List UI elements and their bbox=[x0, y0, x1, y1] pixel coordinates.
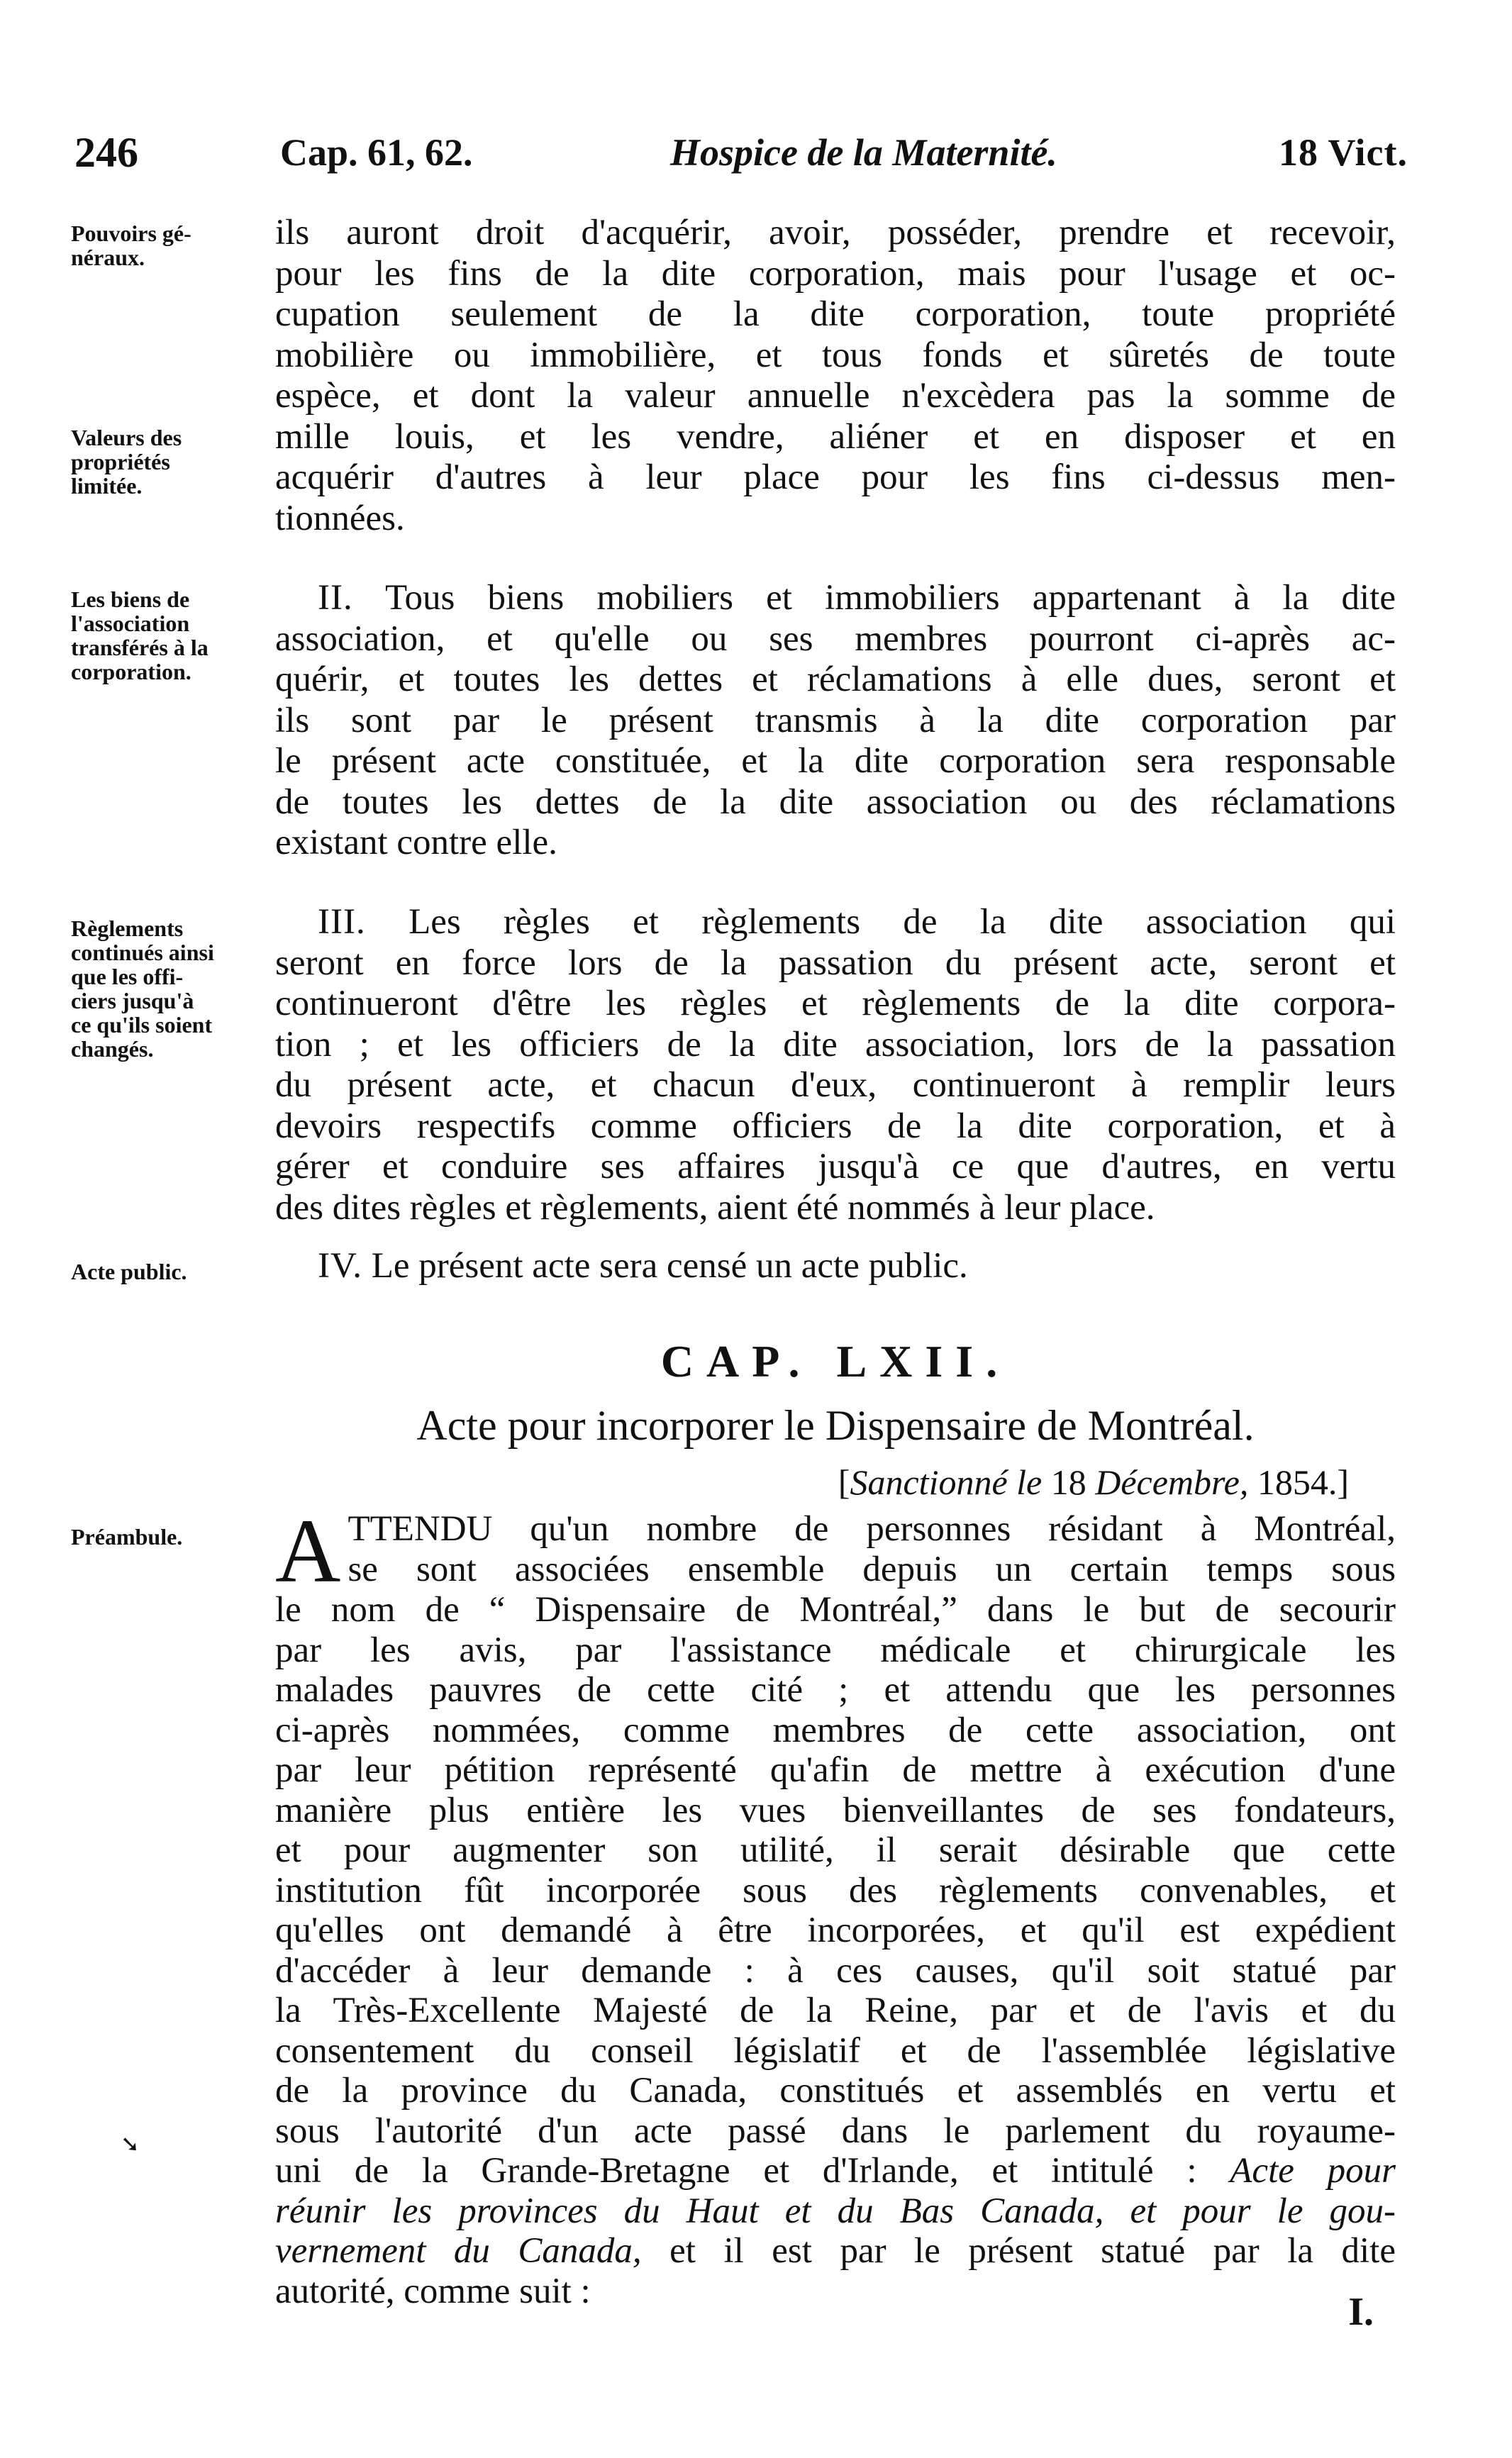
text-segment: uni de la Grande-Bretagne et d'Irlande, et intitulé : bbox=[275, 2151, 1230, 2191]
text-line bbox=[275, 902, 1396, 943]
text-line: ci-après nommées, comme membres de cette association, ont bbox=[275, 1710, 1396, 1750]
margin-note-line: changés. bbox=[71, 1036, 154, 1062]
section-3 bbox=[275, 902, 1396, 1228]
statute-title-italic: Acte pour bbox=[1230, 2151, 1396, 2191]
sanction-date bbox=[838, 1457, 1349, 1507]
text-line: sous l'autorité d'un acte passé dans le parlement du royaume- bbox=[275, 2111, 1396, 2151]
text-line: existant contre elle. bbox=[275, 823, 557, 862]
section-number: IV. bbox=[318, 1246, 362, 1286]
running-title: Hospice de la Maternité. bbox=[670, 131, 1057, 174]
margin-note-line: propriétés bbox=[71, 449, 170, 474]
text-line: ils sont par le présent transmis à la dite corporation par bbox=[275, 700, 1396, 740]
text-line: manière plus entière les vues bienveillantes de ses fondateurs, bbox=[275, 1790, 1396, 1830]
text-line: continueront d'être les règles et règlements de la dite corpora- bbox=[275, 984, 1396, 1023]
sanction-word: Sanctionné bbox=[850, 1462, 1008, 1502]
text-line: tion ; et les officiers de la dite association, lors de la passation bbox=[275, 1024, 1396, 1064]
margin-note-line: limitée. bbox=[71, 473, 143, 499]
section-text: Le présent acte sera censé un acte public. bbox=[371, 1246, 968, 1286]
margin-note-line: Préambule. bbox=[71, 1524, 183, 1550]
margin-note-line: que les offi- bbox=[71, 964, 184, 989]
catchword: I. bbox=[1348, 2290, 1374, 2334]
margin-note-preambule bbox=[71, 1525, 284, 1549]
text-line: association, et qu'elle ou ses membres pourront ci-après ac- bbox=[275, 618, 1396, 659]
page-number: 246 bbox=[74, 129, 138, 176]
text-line: ils auront droit d'acquérir, avoir, posséder, prendre et recevoir, bbox=[275, 213, 1396, 252]
margin-note-line: ciers jusqu'à bbox=[71, 988, 194, 1013]
margin-note-pouvoirs bbox=[71, 221, 284, 269]
margin-note-line: Acte public. bbox=[71, 1259, 187, 1284]
text-line: pour les fins de la dite corporation, mais pour l'usage et oc- bbox=[275, 253, 1396, 294]
margin-note-line: l'association bbox=[71, 611, 190, 636]
text-line: malades pauvres de cette cité ; et attendu que les personnes bbox=[275, 1670, 1396, 1710]
section-1-continuation bbox=[275, 213, 1396, 539]
text-line: se sont associées ensemble depuis un certain temps sous bbox=[348, 1549, 1396, 1589]
section-4 bbox=[275, 1246, 1396, 1287]
text-line bbox=[275, 2191, 1396, 2232]
text-line: cupation seulement de la dite corporation, toute propriété bbox=[275, 294, 1396, 334]
text-line: le nom de “ Dispensaire de Montréal,” dans le but de secourir bbox=[275, 1590, 1396, 1630]
text-line: TTENDU qu'un nombre de personnes résidant à Montréal, bbox=[348, 1509, 1396, 1549]
margin-note-line: continués ainsi bbox=[71, 940, 214, 965]
text-line: autorité, comme suit : bbox=[275, 2271, 591, 2311]
text-line: de la province du Canada, constitués et assemblés en vertu et bbox=[275, 2071, 1396, 2111]
text-line: mobilière ou immobilière, et tous fonds et sûretés de toute bbox=[275, 335, 1396, 375]
text-line: consentement du conseil législatif et de l'assemblée législative bbox=[275, 2030, 1396, 2071]
drop-cap: A bbox=[275, 1501, 341, 1601]
margin-note-line: corporation. bbox=[71, 659, 191, 684]
text-line: la Très-Excellente Majesté de la Reine, par et de l'avis et du bbox=[275, 1991, 1396, 2030]
margin-note-valeurs bbox=[71, 426, 284, 498]
text-segment: et il est par le présent statué par la dite bbox=[641, 2231, 1396, 2271]
text-line bbox=[275, 2151, 1396, 2191]
text-line: tionnées. bbox=[275, 498, 405, 538]
text-line: de toutes les dettes de la dite association ou des réclamations bbox=[275, 782, 1396, 822]
text-line: du présent acte, et chacun d'eux, continueront à remplir leurs bbox=[275, 1065, 1396, 1105]
margin-note-line: ce qu'ils soient bbox=[71, 1012, 213, 1038]
preamble bbox=[275, 1501, 1396, 2311]
text-line: d'accéder à leur demande : à ces causes, qu'il soit statué par bbox=[275, 1950, 1396, 1991]
text-line: seront en force lors de la passation du présent acte, seront et bbox=[275, 942, 1396, 983]
text-line: qu'elles ont demandé à être incorporées, et qu'il est expédient bbox=[275, 1911, 1396, 1950]
running-head bbox=[74, 121, 1408, 184]
regnal-year: 18 Vict. bbox=[1279, 131, 1408, 174]
margin-pointer-mark: ➘ bbox=[121, 2131, 140, 2157]
text-line: par leur pétition représenté qu'afin de mettre à exécution d'une bbox=[275, 1750, 1396, 1790]
text-line: quérir, et toutes les dettes et réclamations à elle dues, seront et bbox=[275, 660, 1396, 699]
margin-note-line: Les biens de bbox=[71, 586, 190, 612]
sanction-year: 1854.] bbox=[1257, 1462, 1349, 1502]
margin-note-acte-public bbox=[71, 1259, 284, 1284]
section-2 bbox=[275, 578, 1396, 864]
text-line: des dites règles et règlements, aient été nommés à leur place. bbox=[275, 1187, 1155, 1228]
text-line: mille louis, et les vendre, aliéner et en disposer et en bbox=[275, 416, 1396, 457]
statute-title-italic: réunir les provinces du Haut et du Bas Canada, et pour le gou- bbox=[275, 2191, 1396, 2231]
sanction-le: le bbox=[1016, 1462, 1043, 1502]
text-line: le présent acte constituée, et la dite corporation sera responsable bbox=[275, 741, 1396, 781]
margin-note-biens bbox=[71, 587, 284, 684]
section-text: Tous biens mobiliers et immobiliers appartenant à la dite bbox=[384, 578, 1396, 618]
sanction-month: Décembre, bbox=[1095, 1462, 1249, 1502]
margin-note-line: Pouvoirs gé- bbox=[71, 221, 191, 246]
margin-note-line: Valeurs des bbox=[71, 425, 182, 450]
margin-note-line: néraux. bbox=[71, 245, 145, 270]
section-number: III. bbox=[318, 902, 366, 942]
sanction-day: 18 bbox=[1050, 1462, 1086, 1502]
text-line: acquérir d'autres à leur place pour les fins ci-dessus men- bbox=[275, 457, 1396, 497]
text-line: devoirs respectifs comme officiers de la dite corporation, et à bbox=[275, 1106, 1396, 1146]
margin-note-line: Règlements bbox=[71, 916, 184, 941]
text-line: et pour augmenter son utilité, il serait désirable que cette bbox=[275, 1830, 1396, 1870]
text-line bbox=[275, 2231, 1396, 2271]
statute-title-italic: vernement du Canada, bbox=[275, 2231, 642, 2271]
sanction-bracket: [ bbox=[838, 1462, 850, 1502]
chapter-heading: CAP. LXII. bbox=[660, 1336, 1011, 1386]
text-line bbox=[275, 1246, 1396, 1287]
section-number: II. bbox=[318, 578, 353, 618]
margin-note-reglements bbox=[71, 916, 284, 1061]
text-line bbox=[275, 578, 1396, 619]
chapter-reference: Cap. 61, 62. bbox=[280, 131, 473, 174]
text-line: par les avis, par l'assistance médicale et chirurgicale les bbox=[275, 1630, 1396, 1670]
text-line: institution fût incorporée sous des règlements convenables, et bbox=[275, 1870, 1396, 1911]
section-text: Les règles et règlements de la dite association qui bbox=[408, 902, 1396, 942]
act-title: Acte pour incorporer le Dispensaire de Montréal. bbox=[416, 1402, 1255, 1449]
text-line: gérer et conduire ses affaires jusqu'à ce que d'autres, en vertu bbox=[275, 1147, 1396, 1186]
text-line: espèce, et dont la valeur annuelle n'excèdera pas la somme de bbox=[275, 376, 1396, 416]
margin-note-line: transférés à la bbox=[71, 635, 209, 660]
